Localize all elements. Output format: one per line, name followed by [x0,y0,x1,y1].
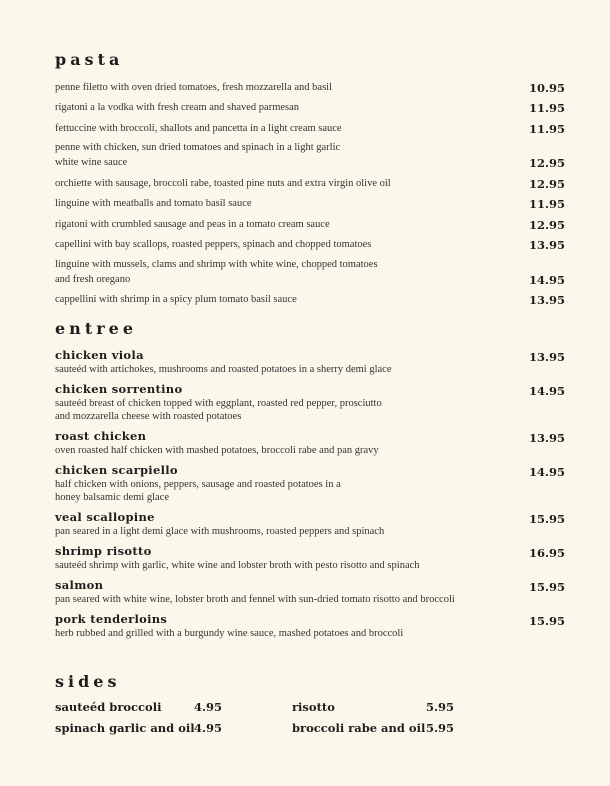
item-description: linguine with meatballs and tomato basil sauce [55,198,252,209]
pasta-item [55,197,565,210]
item-description-line-1: linguine with mussels, clams and shrimp with white wine, chopped tomatoes [55,259,378,270]
item-price: 12.95 [528,218,565,232]
item-name: shrimp risotto [55,544,152,558]
item-name: chicken sorrentino [55,382,183,396]
item-description: capellini with bay scallops, roasted peppers, spinach and chopped tomatoes [55,239,372,250]
pasta-item [55,81,565,94]
item-description: rigatoni a la vodka with fresh cream and shaved parmesan [55,102,300,113]
item-description: rigatoni with crumbled sausage and peas in a tomato cream sauce [55,219,330,230]
item-description-line-2: and fresh oregano [55,274,131,285]
entree-item [55,612,565,640]
item-name: pork tenderloins [55,612,168,626]
item-price: 13.95 [528,238,565,252]
pasta-item [55,258,565,286]
item-description-line-2: honey balsamic demi glace [55,492,169,503]
item-price: 13.95 [528,431,565,445]
item-name: veal scallopine [55,510,155,524]
item-description-line-2: white wine sauce [55,157,128,168]
item-description-line-1: sauteéd breast of chicken topped with eggplant, roasted red pepper, prosciutto [55,398,382,409]
item-price: 14.95 [528,273,565,287]
pasta-item [55,177,565,190]
item-description-line-1: penne with chicken, sun dried tomatoes and spinach in a light garlic [55,142,341,153]
item-price: 15.95 [528,512,565,526]
pasta-item [55,218,565,231]
entree-item [55,429,565,457]
side-price: 4.95 [194,700,223,714]
item-price: 13.95 [528,350,565,364]
item-name: roast chicken [55,429,147,443]
pasta-item [55,238,565,251]
item-price: 11.95 [528,101,565,115]
pasta-item [55,101,565,114]
item-name: chicken viola [55,348,144,362]
item-price: 15.95 [528,614,565,628]
item-price: 13.95 [528,293,565,307]
item-name: salmon [55,578,104,592]
item-description: herb rubbed and grilled with a burgundy wine sauce, mashed potatoes and broccoli [55,628,404,639]
side-price: 5.95 [426,700,455,714]
side-name: sauteéd broccoli [55,700,162,714]
item-description: sauteéd shrimp with garlic, white wine and lobster broth with pesto risotto and spinach [55,560,420,571]
item-price: 10.95 [528,81,565,95]
item-price: 16.95 [528,546,565,560]
side-name: broccoli rabe and oil [292,721,426,735]
pasta-item [55,293,565,306]
item-price: 15.95 [528,580,565,594]
item-description: sauteéd with artichokes, mushrooms and roasted potatoes in a sherry demi glace [55,364,392,375]
side-name: spinach garlic and oil [55,721,195,735]
item-description: fettuccine with broccoli, shallots and pancetta in a light cream sauce [55,123,342,134]
entree-heading: entree [55,319,137,338]
side-price: 5.95 [426,721,455,735]
pasta-item [55,141,565,169]
pasta-item [55,122,565,135]
item-description: pan seared in a light demi glace with mushrooms, roasted peppers and spinach [55,526,385,537]
item-price: 14.95 [528,384,565,398]
item-description-line-2: and mozzarella cheese with roasted potatoes [55,411,242,422]
item-description: cappellini with shrimp in a spicy plum tomato basil sauce [55,294,297,305]
entree-item [55,510,565,538]
entree-item [55,544,565,572]
side-name: risotto [292,700,335,714]
item-price: 11.95 [528,122,565,136]
entree-item [55,348,565,376]
item-description-line-1: half chicken with onions, peppers, sausage and roasted potatoes in a [55,479,341,490]
item-description: orchiette with sausage, broccoli rabe, toasted pine nuts and extra virgin olive oil [55,178,391,189]
entree-item [55,578,565,606]
pasta-heading: pasta [55,50,124,69]
item-description: oven roasted half chicken with mashed potatoes, broccoli rabe and pan gravy [55,445,379,456]
entree-item [55,463,565,504]
item-price: 12.95 [528,177,565,191]
sides-heading: sides [55,672,121,691]
item-price: 12.95 [528,156,565,170]
item-description: penne filetto with oven dried tomatoes, fresh mozzarella and basil [55,82,332,93]
item-name: chicken scarpiello [55,463,178,477]
item-price: 14.95 [528,465,565,479]
side-price: 4.95 [194,721,223,735]
entree-item [55,382,565,423]
item-description: pan seared with white wine, lobster broth and fennel with sun-dried tomato risotto and broccoli [55,594,455,605]
item-price: 11.95 [528,197,565,211]
